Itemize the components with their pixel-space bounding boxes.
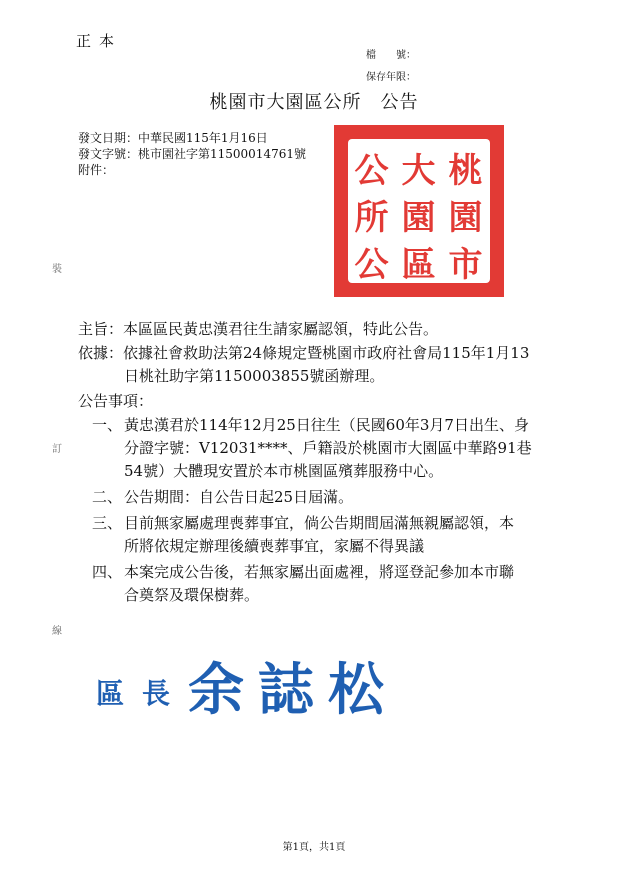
- page-footer: 第1頁，共1頁: [282, 842, 346, 853]
- seal-char: 市: [448, 245, 483, 285]
- item-text: 所將依規定辦理後續喪葬事宜，家屬不得異議: [124, 537, 425, 555]
- basis-text: 依據社會救助法第24條規定暨桃園市政府社會局115年1月13: [123, 344, 530, 362]
- item-number: 二、: [92, 488, 123, 506]
- binding-mark-top: 裝: [52, 264, 62, 275]
- file-number-label: 檔 號：: [366, 50, 416, 61]
- item-text: 目前無家屬處理喪葬事宜，倘公告期間屆滿無親屬認領，本: [124, 514, 515, 532]
- basis-row: [78, 342, 529, 365]
- seal-char: 所: [354, 198, 389, 238]
- document-meta: [78, 130, 306, 178]
- subject-label: 主旨：: [78, 320, 124, 338]
- archive-info: [366, 45, 416, 89]
- seal-char: 區: [401, 245, 436, 285]
- item-number: 一、: [92, 416, 123, 434]
- official-seal: [334, 125, 504, 297]
- item-text: 合奠祭及環保樹葬。: [124, 586, 260, 604]
- retention-period-label: 保存年限：: [366, 72, 416, 83]
- subject-text: 本區區民黃忠漢君往生請家屬認領，特此公告。: [123, 320, 439, 338]
- subject-row: [78, 318, 438, 341]
- seal-char: 園: [448, 198, 483, 238]
- item-number: 三、: [92, 514, 123, 532]
- document-title: 桃園市大園區公所 公告: [209, 92, 419, 113]
- attachment-label: 附件：: [78, 163, 115, 177]
- item-text: 54號）大體現安置於本市桃園區殯葬服務中心。: [124, 462, 444, 480]
- seal-frame: [348, 139, 490, 283]
- item-text: 分證字號：V12031****、戶籍設於桃園市大園區中華路91巷: [124, 439, 532, 457]
- copy-type-label: 正本: [76, 32, 123, 50]
- seal-char: 公: [354, 151, 389, 191]
- item-number: 四、: [92, 563, 123, 581]
- seal-char: 公: [354, 245, 389, 285]
- binding-mark-middle: 訂: [52, 444, 62, 455]
- seal-char: 大: [401, 151, 436, 191]
- document-body: [78, 318, 578, 618]
- signatory-title: 區長: [96, 677, 189, 710]
- announcement-items-label: 公告事項：: [78, 392, 154, 410]
- seal-char: 桃: [448, 151, 483, 191]
- basis-text-continued: 日桃社助字第1150003855號函辦理。: [124, 367, 385, 385]
- item-text: 本案完成公告後，若無家屬出面處裡，將逕登記參加本市聯: [124, 563, 515, 581]
- item-text: 公告期間：自公告日起25日屆滿。: [124, 488, 354, 506]
- document-number: 發文字號：桃市園社字第11500014761號: [78, 147, 306, 161]
- signatory-name-stamp: 余誌松: [188, 658, 398, 723]
- binding-mark-bottom: 線: [52, 626, 62, 637]
- item-text: 黃忠漢君於114年12月25日往生（民國60年3月7日出生、身: [124, 416, 529, 434]
- seal-char: 園: [401, 198, 436, 238]
- basis-label: 依據：: [78, 344, 124, 362]
- issue-date: 發文日期：中華民國115年1月16日: [78, 131, 268, 145]
